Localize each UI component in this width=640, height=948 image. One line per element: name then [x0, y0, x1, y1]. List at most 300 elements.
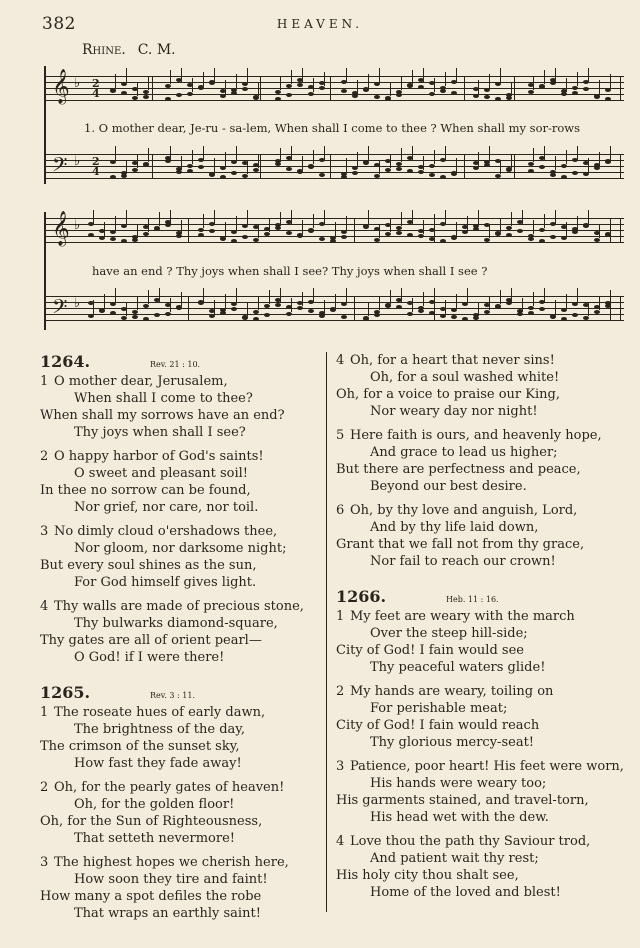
note: [231, 171, 237, 175]
verse-line: [336, 683, 626, 700]
verse-text: City of God! I fain would reach: [336, 718, 540, 733]
note: [264, 227, 270, 231]
verse-line: [336, 809, 626, 826]
bass-clef-icon: 𝄢: [52, 153, 68, 181]
staff-line: [44, 166, 624, 167]
note-stem: [357, 152, 358, 166]
note-stem: [346, 158, 347, 172]
note: [418, 309, 424, 313]
note: [110, 230, 116, 234]
note-stem: [456, 294, 457, 308]
note: [198, 85, 204, 89]
note: [88, 301, 94, 305]
note: [605, 97, 611, 101]
key-signature-flat-icon: ♭: [74, 218, 81, 233]
staff-line: [44, 230, 624, 231]
note: [429, 311, 435, 315]
barline: [260, 154, 261, 179]
note: [429, 173, 435, 177]
note: [220, 311, 226, 315]
note: [506, 167, 512, 171]
note: [253, 310, 259, 314]
note-stem: [346, 288, 347, 302]
note: [572, 171, 578, 175]
verse-text: That setteth nevermore!: [74, 831, 235, 846]
note: [484, 303, 490, 307]
verse: [336, 758, 626, 826]
note-stem: [412, 146, 413, 160]
verse-text: No dimly cloud o'ershadows thee,: [54, 524, 278, 539]
verse-text: O God! if I were there!: [74, 650, 225, 665]
note: [396, 162, 402, 166]
verse-text: And grace to lead us higher;: [370, 445, 558, 460]
note: [132, 315, 138, 319]
note-stem: [269, 290, 270, 304]
note: [583, 172, 589, 176]
note-stem: [577, 146, 578, 160]
note: [528, 311, 534, 315]
note: [253, 317, 259, 321]
treble-clef-icon: 𝄞: [52, 69, 70, 104]
note-stem: [346, 216, 347, 230]
scripture-reference: Rev. 21 : 10.: [150, 360, 201, 369]
note-stem: [533, 292, 534, 306]
hymn-header: [40, 352, 320, 371]
note: [132, 235, 138, 239]
note: [143, 232, 149, 236]
note: [572, 313, 578, 317]
note-stem: [170, 70, 171, 84]
staff: [44, 154, 624, 182]
note: [297, 306, 303, 310]
verse-text: When shall I come to thee?: [74, 391, 253, 406]
hymn-header: [336, 587, 626, 606]
note: [539, 165, 545, 169]
note: [143, 225, 149, 229]
verse-text: Oh, for the pearly gates of heaven!: [54, 780, 285, 795]
note-stem: [247, 302, 248, 316]
verse: [40, 373, 320, 441]
verse: [336, 502, 626, 570]
verse: [40, 854, 320, 922]
verse-text: Oh, for the Sun of Righteousness,: [40, 814, 263, 829]
note-stem: [115, 146, 116, 160]
time-signature: 2 4: [92, 155, 100, 178]
note: [539, 307, 545, 311]
verse-text: O sweet and pleasant soil!: [74, 466, 249, 481]
note: [165, 312, 171, 316]
note: [132, 87, 138, 91]
note: [429, 228, 435, 232]
note: [363, 161, 369, 165]
note-stem: [236, 216, 237, 230]
note: [319, 173, 325, 177]
note: [242, 174, 248, 178]
note: [220, 175, 226, 179]
note: [429, 92, 435, 96]
barline: [260, 76, 261, 101]
note: [231, 307, 237, 311]
verse-text: Patience, poor heart! His feet were worn,: [350, 759, 624, 774]
note: [528, 90, 534, 94]
note-stem: [324, 146, 325, 160]
note: [506, 226, 512, 230]
note: [583, 303, 589, 307]
note: [165, 84, 171, 88]
note: [143, 90, 149, 94]
note: [99, 236, 105, 240]
note: [462, 317, 468, 321]
note: [341, 302, 347, 306]
note: [209, 81, 215, 85]
barline: [354, 218, 355, 243]
verse: [336, 833, 626, 901]
key-signature-flat-icon: ♭: [74, 76, 81, 91]
note: [374, 227, 380, 231]
verse-line: [40, 465, 320, 482]
note: [539, 239, 545, 243]
note: [242, 82, 248, 86]
note: [528, 306, 534, 310]
hymn-number: 1264.: [40, 352, 91, 371]
verse-number: 2: [336, 684, 345, 699]
note: [253, 225, 259, 229]
note-stem: [390, 82, 391, 96]
note-stem: [159, 288, 160, 302]
note: [242, 161, 248, 165]
staff-line: [44, 76, 624, 77]
note: [121, 316, 127, 320]
verse-text: My feet are weary with the march: [350, 609, 575, 624]
note-stem: [368, 74, 369, 88]
verse-line: [40, 632, 320, 649]
note: [209, 173, 215, 177]
verse-line: [40, 407, 320, 424]
note-stem: [599, 80, 600, 94]
verse-line: [336, 867, 626, 884]
note: [385, 232, 391, 236]
note-stem: [302, 68, 303, 82]
note: [352, 171, 358, 175]
verse-line: [336, 775, 626, 792]
note: [462, 230, 468, 234]
note-stem: [324, 210, 325, 224]
barline: [152, 154, 153, 179]
note: [286, 305, 292, 309]
treble-clef-icon: 𝄞: [52, 211, 70, 246]
verse-text: Nor fail to reach our crown!: [370, 554, 556, 569]
note-stem: [302, 156, 303, 170]
note: [297, 169, 303, 173]
verse-line: [40, 905, 320, 922]
scripture-reference: Rev. 3 : 11.: [150, 691, 196, 700]
verse-number: 4: [336, 834, 345, 849]
note: [330, 307, 336, 311]
verse-text: For perishable meat;: [370, 701, 508, 716]
note-stem: [434, 150, 435, 164]
staff-line: [44, 94, 624, 95]
verse-line: [336, 553, 626, 570]
note-stem: [544, 214, 545, 228]
note: [561, 308, 567, 312]
verse-number: 1: [40, 374, 49, 389]
note: [484, 95, 490, 99]
note-stem: [544, 70, 545, 84]
verse-line: [40, 557, 320, 574]
verse-line: [40, 373, 320, 390]
verse-line: [40, 755, 320, 772]
note: [418, 229, 424, 233]
verse: [40, 598, 320, 666]
staff: [44, 69, 624, 104]
note: [440, 89, 446, 93]
note-stem: [181, 292, 182, 306]
note: [594, 163, 600, 167]
note: [539, 228, 545, 232]
verse-text: Love thou the path thy Saviour trod,: [350, 834, 591, 849]
note: [220, 94, 226, 98]
note: [605, 301, 611, 305]
note: [110, 311, 116, 315]
note-stem: [313, 288, 314, 302]
verse-text: My hands are weary, toiling on: [350, 684, 554, 699]
verse-number: 1: [336, 609, 345, 624]
note: [165, 159, 171, 163]
note-stem: [379, 68, 380, 82]
verse-line: [336, 369, 626, 386]
verse-line: [40, 615, 320, 632]
note-stem: [588, 68, 589, 82]
verse-text: How soon they tire and faint!: [74, 872, 268, 887]
verse-text: Oh, for the golden floor!: [74, 797, 235, 812]
barline: [620, 154, 621, 179]
verse: [336, 608, 626, 676]
note: [308, 85, 314, 89]
verse: [40, 448, 320, 516]
note-stem: [500, 68, 501, 82]
note: [231, 302, 237, 306]
verse-line: [336, 478, 626, 495]
note: [385, 159, 391, 163]
note-stem: [412, 70, 413, 84]
note: [473, 313, 479, 317]
note: [396, 231, 402, 235]
verse-text: The brightness of the day,: [74, 722, 246, 737]
note-stem: [280, 76, 281, 90]
note-stem: [214, 210, 215, 224]
note: [110, 89, 116, 93]
note: [88, 314, 94, 318]
staff-line: [44, 154, 624, 155]
note-stem: [401, 148, 402, 162]
note-stem: [236, 146, 237, 160]
note: [220, 166, 226, 170]
note: [440, 175, 446, 179]
note-stem: [533, 148, 534, 162]
note-stem: [225, 152, 226, 166]
note-stem: [368, 210, 369, 224]
note: [572, 227, 578, 231]
verse-text: But every soul shines as the sun,: [40, 558, 257, 573]
note: [374, 82, 380, 86]
note-stem: [522, 210, 523, 224]
note: [253, 238, 259, 242]
verse-line: [40, 779, 320, 796]
note: [440, 239, 446, 243]
barline: [620, 218, 621, 243]
right-column: [336, 352, 626, 908]
note: [165, 97, 171, 101]
barline: [188, 218, 189, 243]
verse-text: Thy peaceful waters glide!: [370, 660, 546, 675]
note: [110, 175, 116, 179]
note: [330, 239, 336, 243]
note: [396, 167, 402, 171]
verse-line: [40, 482, 320, 499]
note-stem: [423, 292, 424, 306]
note: [473, 94, 479, 98]
scripture-reference: Heb. 11 : 16.: [446, 595, 499, 604]
verse-line: [336, 884, 626, 901]
note: [286, 167, 292, 171]
note: [385, 223, 391, 227]
note: [209, 309, 215, 313]
note: [286, 84, 292, 88]
verse-line: [40, 813, 320, 830]
page-number: 382: [42, 14, 76, 34]
note: [198, 233, 204, 237]
note-stem: [247, 68, 248, 82]
note: [517, 309, 523, 313]
note: [341, 230, 347, 234]
note-stem: [467, 288, 468, 302]
verse-number: 4: [40, 599, 49, 614]
verse-text: Here faith is ours, and heavenly hope,: [350, 428, 602, 443]
note: [583, 223, 589, 227]
verse-line: [336, 352, 626, 369]
note-stem: [192, 150, 193, 164]
verse-number: 5: [336, 428, 345, 443]
note-stem: [544, 146, 545, 160]
note: [495, 231, 501, 235]
staff-line: [44, 172, 624, 173]
note: [594, 95, 600, 99]
note: [473, 227, 479, 231]
verse-text: How fast they fade away!: [74, 756, 242, 771]
verse-number: 4: [336, 353, 345, 368]
note-stem: [456, 222, 457, 236]
note: [484, 310, 490, 314]
note-stem: [225, 222, 226, 236]
note: [528, 83, 534, 87]
note: [528, 169, 534, 173]
note: [528, 237, 534, 241]
note: [550, 315, 556, 319]
note-stem: [401, 288, 402, 302]
note: [495, 159, 501, 163]
note-stem: [401, 212, 402, 226]
verse-text: Grant that we fall not from thy grace,: [336, 537, 585, 552]
bass-clef-icon: 𝄢: [52, 295, 68, 323]
verse-text: The roseate hues of early dawn,: [54, 705, 266, 720]
note: [165, 223, 171, 227]
note-stem: [379, 296, 380, 310]
verse-line: [336, 700, 626, 717]
note: [495, 97, 501, 101]
tune-meter: C. M.: [137, 42, 176, 58]
note: [385, 168, 391, 172]
barline: [188, 296, 189, 321]
note: [154, 227, 160, 231]
barline: [152, 76, 153, 101]
note: [352, 166, 358, 170]
verse-number: 6: [336, 503, 345, 518]
note: [528, 162, 534, 166]
note: [198, 301, 204, 305]
note-stem: [93, 210, 94, 224]
note: [319, 311, 325, 315]
note: [297, 233, 303, 237]
staff: [44, 211, 624, 246]
note-stem: [588, 158, 589, 172]
note: [187, 83, 193, 87]
verse-line: [40, 424, 320, 441]
verse-line: [336, 502, 626, 519]
note: [121, 224, 127, 228]
note: [121, 91, 127, 95]
note: [220, 89, 226, 93]
note: [286, 231, 292, 235]
note: [561, 236, 567, 240]
verse-text: When shall my sorrows have an end?: [40, 408, 285, 423]
note: [209, 229, 215, 233]
note: [198, 228, 204, 232]
note-stem: [291, 210, 292, 224]
note-stem: [511, 288, 512, 302]
verse-text: His hands were weary too;: [370, 776, 547, 791]
note: [407, 301, 413, 305]
verse-text: In thee no sorrow can be found,: [40, 483, 251, 498]
verse-line: [336, 792, 626, 809]
note-stem: [500, 290, 501, 304]
verse: [40, 704, 320, 772]
note: [132, 161, 138, 165]
note-stem: [555, 300, 556, 314]
note-stem: [148, 148, 149, 162]
note: [385, 97, 391, 101]
note: [319, 86, 325, 90]
verse-line: [40, 574, 320, 591]
note: [176, 167, 182, 171]
note-stem: [577, 288, 578, 302]
verse-text: Thy joys when shall I see?: [74, 425, 246, 440]
note-stem: [555, 156, 556, 170]
note: [132, 168, 138, 172]
note-stem: [489, 146, 490, 160]
note: [484, 238, 490, 242]
note: [605, 233, 611, 237]
verse-text: Thy bulwarks diamond-square,: [74, 616, 278, 631]
verse-text: Oh, by thy love and anguish, Lord,: [350, 503, 578, 518]
note-stem: [577, 72, 578, 86]
note: [462, 302, 468, 306]
note-stem: [566, 150, 567, 164]
verse: [336, 352, 626, 420]
verse-line: [336, 403, 626, 420]
verse-line: [40, 540, 320, 557]
note: [187, 92, 193, 96]
barline: [620, 76, 621, 101]
